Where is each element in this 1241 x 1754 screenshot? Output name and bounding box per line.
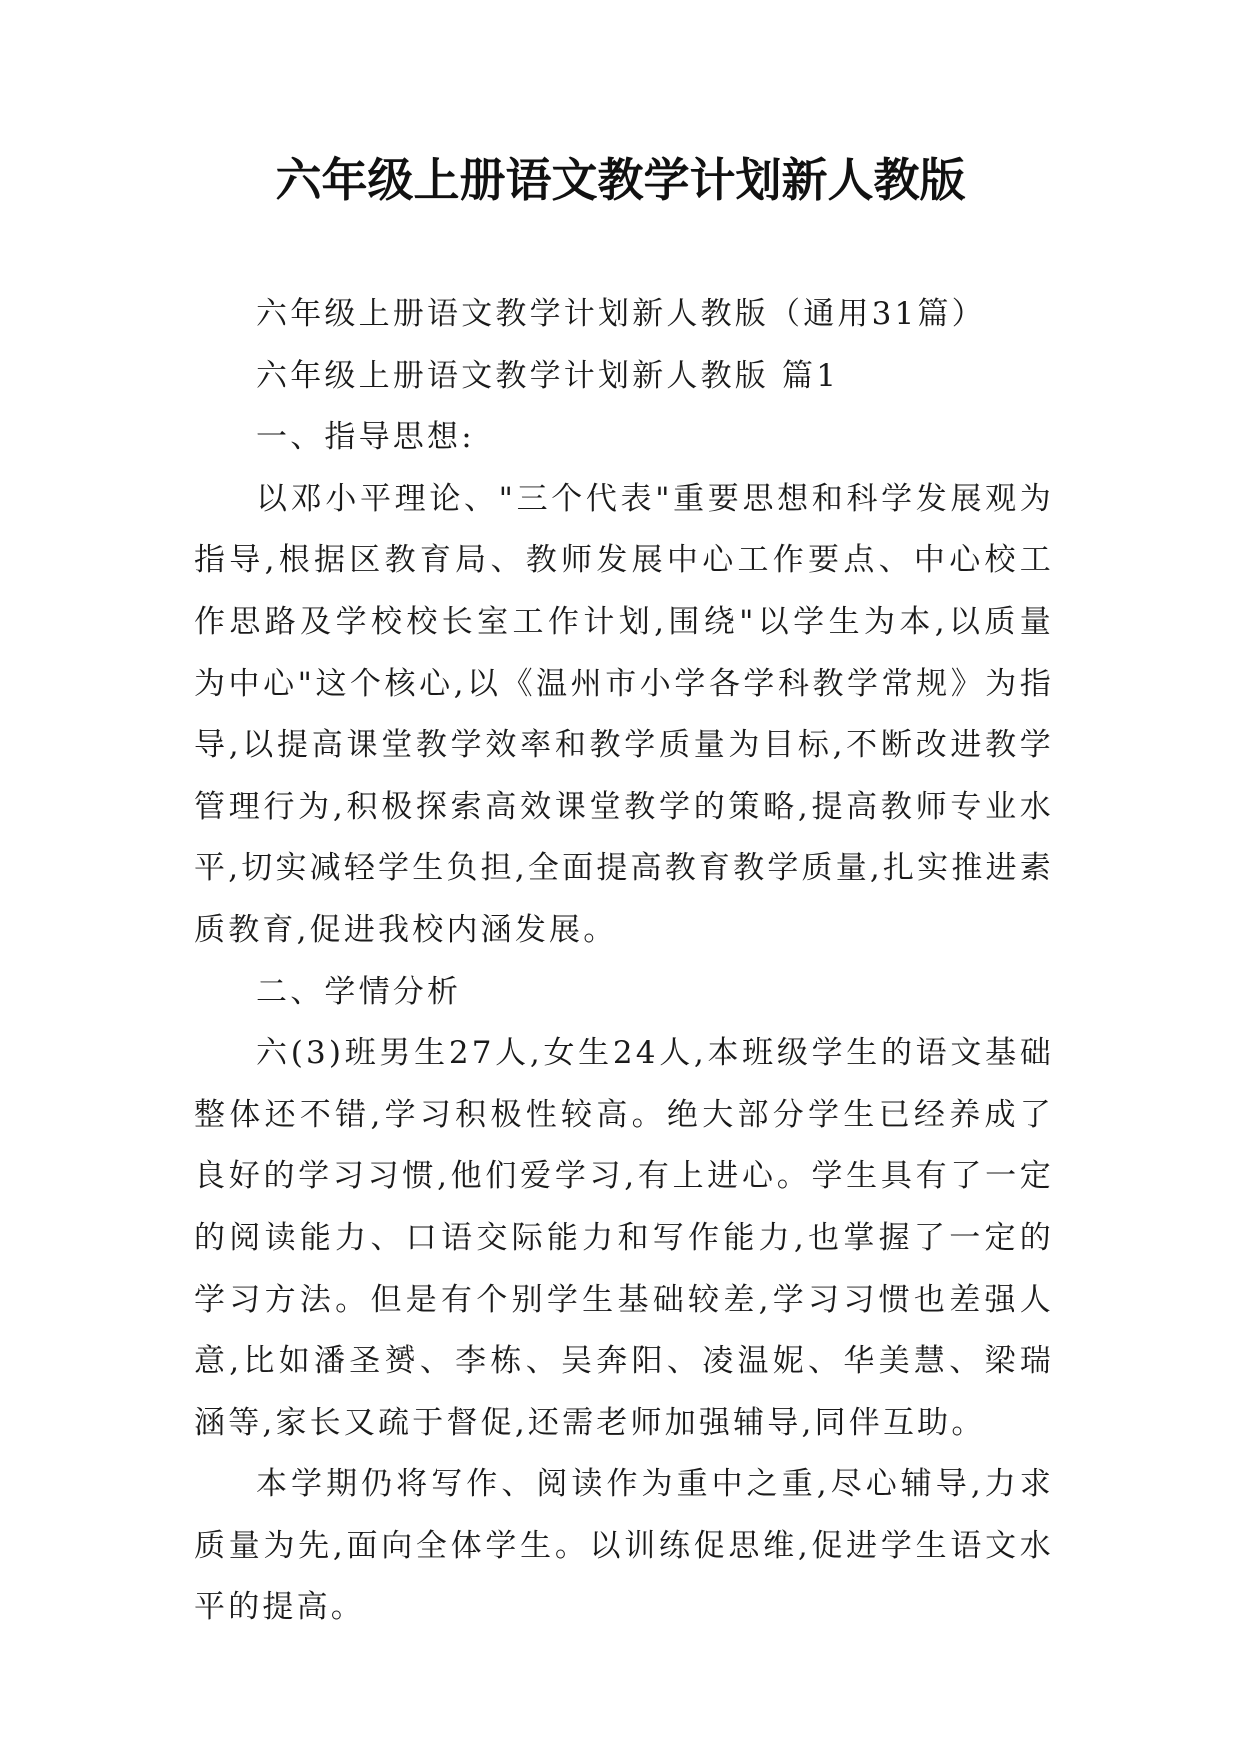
paragraph-student-analysis: 六(3)班男生27人,女生24人,本班级学生的语文基础整体还不错,学习积极性较高。绝大部分学生已经养成了良好的学习习惯,他们爱学习,有上进心。学生具有了一定的阅读能力、口语交际能力和写作能力,也掌握了一定的学习方法。但是有个别学生基础较差,学习习惯也差强人意,比如潘圣赟、李栋、吴奔阳、凌温妮、华美慧、梁瑞涵等,家长又疏于督促,还需老师加强辅导,同伴互助。 <box>194 1035 1054 1441</box>
heading-student-analysis: 二、学情分析 <box>256 973 462 1010</box>
document-title: 六年级上册语文教学计划新人教版 <box>275 153 966 207</box>
document-subtitle: 六年级上册语文教学计划新人教版（通用31篇） <box>256 296 986 332</box>
document-body <box>194 284 1054 1639</box>
paragraph-semester-focus: 本学期仍将写作、阅读作为重中之重,尽心辅导,力求质量为先,面向全体学生。以训练促思维,促进学生语文水平的提高。 <box>194 1466 1054 1626</box>
section-heading-part-1: 六年级上册语文教学计划新人教版 篇1 <box>256 357 840 394</box>
paragraph-guiding-ideology: 以邓小平理论、"三个代表"重要思想和科学发展观为指导,根据区教育局、教师发展中心工作要点、中心校工作思路及学校校长室工作计划,围绕"以学生为本,以质量为中心"这个核心,以《温州市小学各学科教学常规》为指导,以提高课堂教学效率和教学质量为目标,不断改进教学管理行为,积极探索高效课堂教学的策略,提高教师专业水平,切实减轻学生负担,全面提高教育教学质量,扎实推进素质教育,促进我校内涵发展。 <box>194 480 1054 948</box>
heading-guiding-ideology: 一、指导思想: <box>256 419 475 456</box>
